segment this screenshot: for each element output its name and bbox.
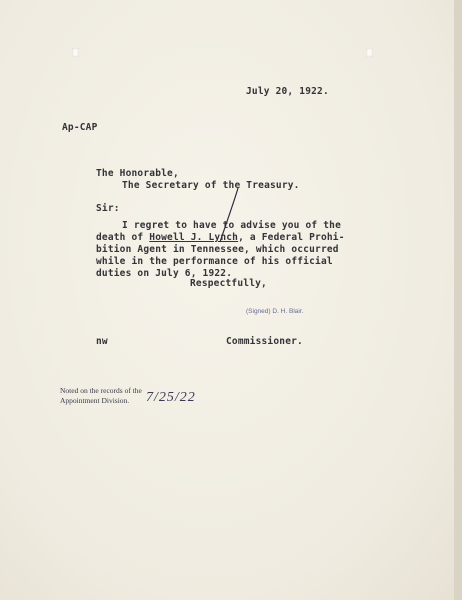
body-line-3: bition Agent in Tennessee, which occurred <box>96 244 339 255</box>
page-edge <box>454 0 462 600</box>
closing: Respectfully, <box>190 278 267 289</box>
typist-initials: nw <box>96 336 108 347</box>
addressee-line-1: The Honorable, <box>96 168 179 179</box>
salutation: Sir: <box>96 203 120 214</box>
punch-hole-right <box>366 48 373 57</box>
pencil-check-mark <box>212 186 242 246</box>
body-line-2-end: , a Federal Prohi- <box>238 232 345 243</box>
body-line-4: while in the performance of his official <box>96 256 333 267</box>
addressee-line-2: The Secretary of the Treasury. <box>122 180 300 191</box>
body-line-2-start: death of <box>96 232 150 243</box>
punch-hole-left <box>72 48 79 57</box>
signer-title: Commissioner. <box>226 336 303 347</box>
letter-date: July 20, 1922. <box>246 86 329 97</box>
body-line-5: duties on July 6, 1922. <box>96 268 233 279</box>
handwritten-date: 7/25/22 <box>146 390 196 405</box>
signature-stamp: (Signed) D. H. Blair. <box>246 308 304 315</box>
records-note-line-1: Noted on the records of the <box>60 386 142 395</box>
body-line-1: I regret to have to advise you of the <box>122 220 342 231</box>
reference-code: Ap-CAP <box>62 122 98 133</box>
deceased-name: Howell J. Lynch <box>149 232 239 243</box>
records-note-line-2: Appointment Division. <box>60 396 130 405</box>
